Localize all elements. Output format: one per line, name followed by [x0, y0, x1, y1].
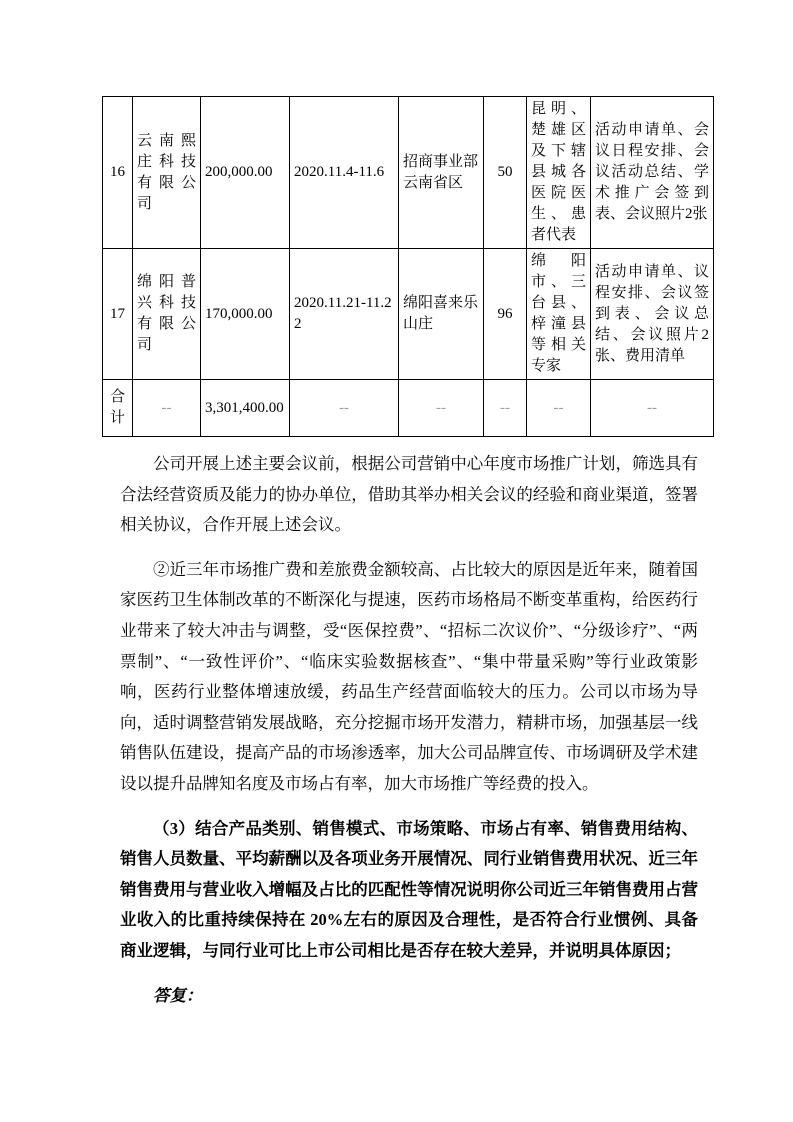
- cell-row-number: 17: [103, 249, 133, 380]
- cell-documents: 活动申请单、议程安排、会议签到表、会议总结、会议照片2张、费用清单: [591, 249, 714, 380]
- cell-amount: 200,000.00: [201, 97, 290, 249]
- body-text-block: [120, 449, 698, 1011]
- cell-total-amount: 3,301,400.00: [201, 380, 290, 437]
- cell-organizer: 招商事业部云南省区: [399, 97, 484, 249]
- reply-label: 答复：: [153, 985, 203, 1005]
- cell-row-number: 16: [103, 97, 133, 249]
- cell-documents: --: [591, 380, 714, 437]
- cell-organizer: 绵阳喜来乐山庄: [399, 249, 484, 380]
- cell-date: 2020.11.4-11.6: [290, 97, 399, 249]
- cell-date: 2020.11.21-11.22: [290, 249, 399, 380]
- cell-organizer: --: [399, 380, 484, 437]
- cell-attendee-count: 50: [484, 97, 527, 249]
- cell-total-label: 合计: [103, 380, 133, 437]
- table-row-16: [103, 97, 714, 249]
- paragraph-reason-2: ②近三年市场推广费和差旅费金额较高、占比较大的原因是近年来，随着国家医药卫生体制改革的不断深化与提速，医药市场格局不断变革重构，给医药行业带来了较大冲击与调整，受“医保控费”、“招标二次议价”、“分级诊疗”、“两票制”、“一致性评价”、“临床实验数据核查”、“集中带量采购”等行业政策影响，医药行业整体增速放缓，药品生产经营面临较大的压力。公司以市场为导向，适时调整营销发展战略，充分挖掘市场开发潜力，精耕市场，加强基层一线销售队伍建设，提高产品的市场渗透率，加大公司品牌宣传、市场调研及学术建设以提升品牌知名度及市场占有率，加大市场推广等经费的投入。: [120, 559, 698, 793]
- cell-documents: 活动申请单、会议日程安排、会议活动总结、学术推广会签到表、会议照片2张: [591, 97, 714, 249]
- paragraph-cooperation: 公司开展上述主要会议前，根据公司营销中心年度市场推广计划，筛选具有合法经营资质及能力的协办单位，借助其举办相关会议的经验和商业渠道，签署相关协议，合作开展上述会议。: [120, 454, 698, 535]
- meeting-expense-table: [102, 96, 714, 437]
- cell-attendee-count: --: [484, 380, 527, 437]
- cell-amount: 170,000.00: [201, 249, 290, 380]
- cell-attendees: 昆明、楚雄区及下辖县城各医院医生、患者代表: [527, 97, 591, 249]
- table-row-total: [103, 380, 714, 437]
- cell-attendees: 绵阳市、三台县、梓潼县等相关专家: [527, 249, 591, 380]
- cell-company: 绵阳普兴科技有限公司: [133, 249, 201, 380]
- table-row-17: [103, 249, 714, 380]
- cell-company: --: [133, 380, 201, 437]
- cell-company: 云南熙庄科技有限公司: [133, 97, 201, 249]
- cell-attendees: --: [527, 380, 591, 437]
- question-3-paragraph: （3）结合产品类别、销售模式、市场策略、市场占有率、销售费用结构、销售人员数量、平均薪酬以及各项业务开展情况、同行业销售费用状况、近三年销售费用与营业收入增幅及占比的匹配性等情况说明你公司近三年销售费用占营业收入的比重持续保持在 20%左右的原因及合理性，是否符合行业惯例、具备商业逻辑，与同行业可比上市公司相比是否存在较大差异，并说明具体原因；: [120, 818, 698, 960]
- cell-date: --: [290, 380, 399, 437]
- cell-attendee-count: 96: [484, 249, 527, 380]
